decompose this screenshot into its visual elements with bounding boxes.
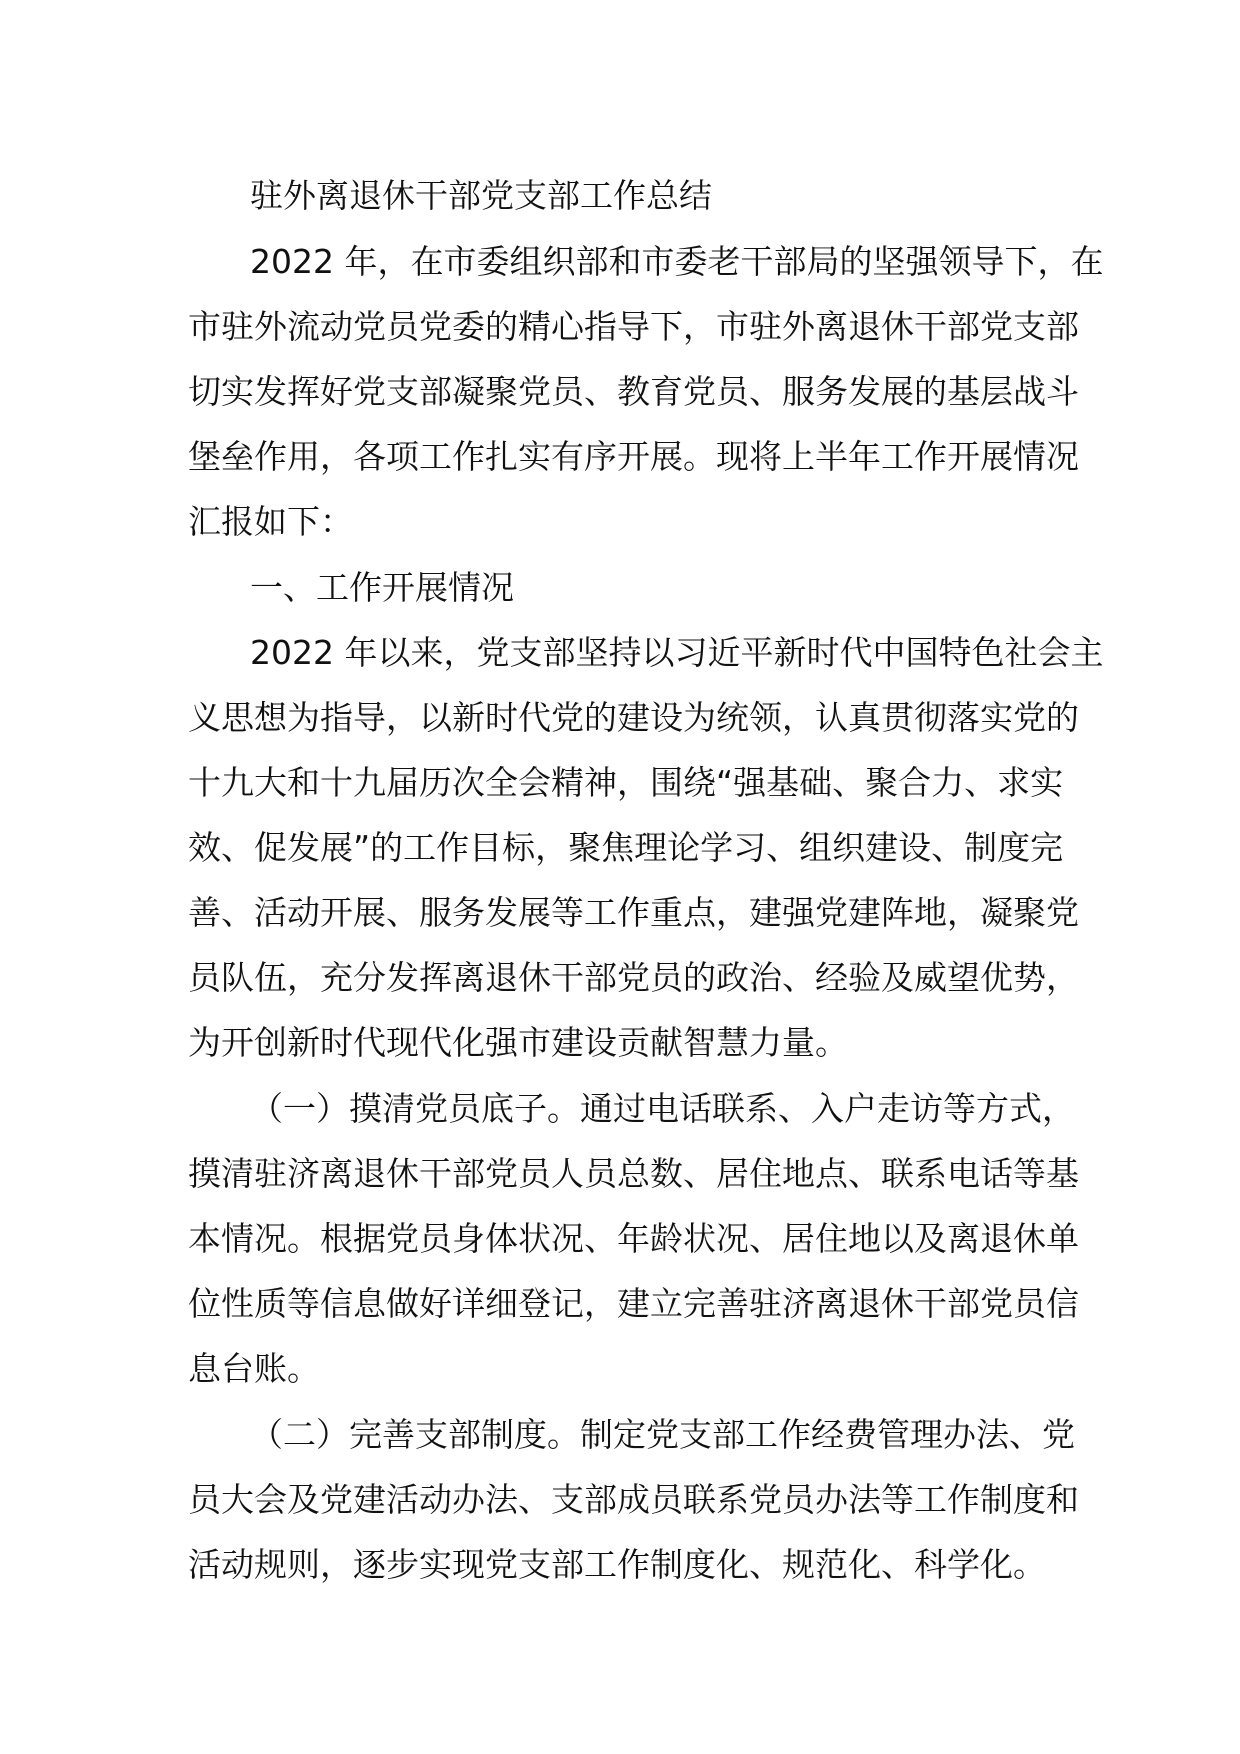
subsection-line: （一）摸清党员底子。通过电话联系、入户走访等方式， bbox=[250, 1089, 1075, 1128]
document-title: 驻外离退休干部党支部工作总结 bbox=[250, 176, 712, 215]
text-line: 切实发挥好党支部凝聚党员、教育党员、服务发展的基层战斗 bbox=[188, 372, 1079, 411]
text-line: 市驻外流动党员党委的精心指导下，市驻外离退休干部党支部 bbox=[188, 307, 1079, 346]
section-heading: 一、工作开展情况 bbox=[250, 568, 514, 607]
text-line: 员大会及党建活动办法、支部成员联系党员办法等工作制度和 bbox=[188, 1480, 1079, 1519]
text-line: 活动规则，逐步实现党支部工作制度化、规范化、科学化。 bbox=[188, 1545, 1046, 1584]
text-line: 善、活动开展、服务发展等工作重点，建强党建阵地，凝聚党 bbox=[188, 893, 1079, 932]
text-line: 堡垒作用，各项工作扎实有序开展。现将上半年工作开展情况 bbox=[188, 437, 1079, 476]
text-line: 为开创新时代现代化强市建设贡献智慧力量。 bbox=[188, 1023, 848, 1062]
text-line: 十九大和十九届历次全会精神，围绕“强基础、聚合力、求实 bbox=[188, 763, 1064, 802]
text-line: 2022 年以来，党支部坚持以习近平新时代中国特色社会主 bbox=[250, 633, 1104, 672]
text-line: 2022 年，在市委组织部和市委老干部局的坚强领导下，在 bbox=[250, 242, 1104, 281]
text-line: 位性质等信息做好详细登记，建立完善驻济离退休干部党员信 bbox=[188, 1284, 1079, 1323]
text-line: 息台账。 bbox=[188, 1349, 320, 1388]
text-line: 摸清驻济离退休干部党员人员总数、居住地点、联系电话等基 bbox=[188, 1154, 1079, 1193]
text-line: 员队伍，充分发挥离退休干部党员的政治、经验及威望优势， bbox=[188, 958, 1079, 997]
text-line: 效、促发展”的工作目标，聚焦理论学习、组织建设、制度完 bbox=[188, 828, 1064, 867]
text-line: 汇报如下： bbox=[188, 502, 353, 541]
text-line: 义思想为指导，以新时代党的建设为统领，认真贯彻落实党的 bbox=[188, 698, 1079, 737]
subsection-line: （二）完善支部制度。制定党支部工作经费管理办法、党 bbox=[250, 1415, 1075, 1454]
text-line: 本情况。根据党员身体状况、年龄状况、居住地以及离退休单 bbox=[188, 1219, 1079, 1258]
